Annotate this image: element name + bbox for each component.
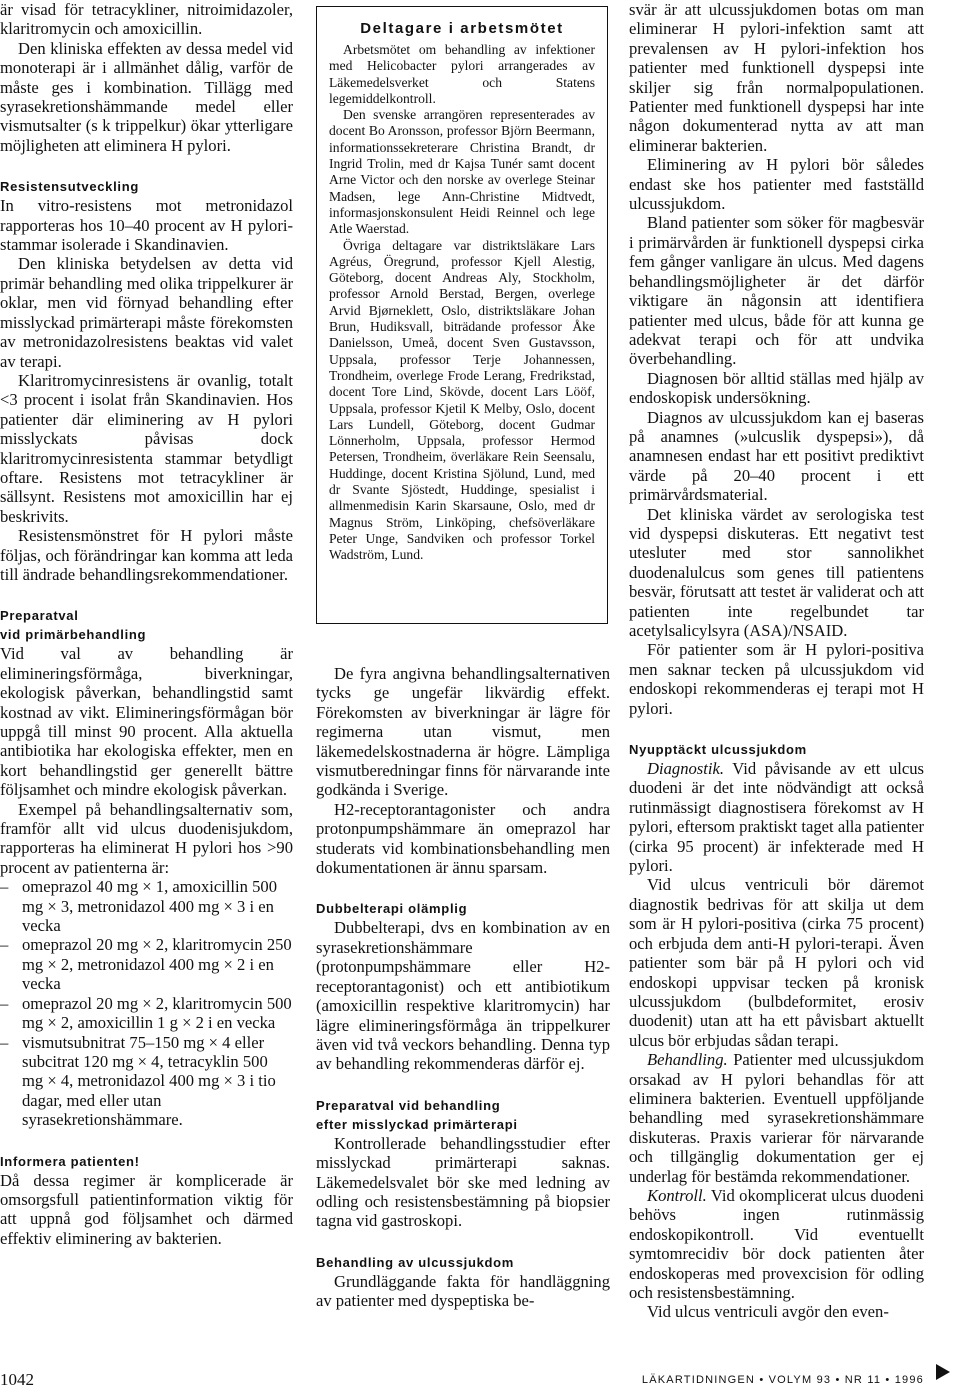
paragraph: Grundläggande fakta för handläggning av patienter med dyspeptiska be- [316,1271,610,1311]
paragraph: De fyra angivna behandlingsalternativen tycks ge ungefär likvärdig effekt. Förekomsten av biverkningar är lägre för regimerna utan vismut, men läkemedelskostnaderna är högre. Lämpliga vismutberedningar finns för närvarande inte godkända i Sverige. [316,664,610,800]
box-paragraph: Den svenske arrangören representerades av docent Bo Aronsson, professor Björn Beermann, informationssekreterare Christina Brandt, dr Ingrid Trolin, med dr Kajsa Tunér samt docent Arne Victor och den norske av overlege Steinar Madsen, lege Ann-Christine Midtvedt, informasjonskonsulent Heidi Reinnel och lege Atle Waerstad. [329,107,595,237]
list-item: – vismutsubnitrat 75–150 mg × 4 eller subcitrat 120 mg × 4, tetracyklin 500 mg × 4, metronidazol 400 mg × 3 i tio dagar, med eller utan syrasekretionshämmare. [0,1033,293,1130]
paragraph: är visad för tetracykliner, nitroimidazoler, klaritromycin och amoxicillin. [0,0,293,39]
paragraph: Den kliniska betydelsen av detta vid primär behandling med olika trippelkurer är oklar, men vid förnyad behandling efter misslyckad primärterapi måste förekomsten av metronidazolresistens beaktas vid valet av terapi. [0,254,293,371]
section-heading-nyupptackt: Nyupptäckt ulcussjukdom [629,742,807,758]
list-item: – omeprazol 40 mg × 1, amoxicillin 500 mg × 3, metronidazol 400 mg × 3 i en vecka [0,877,293,935]
page-number: 1042 [0,1370,34,1389]
paragraph: Diagnostik. Vid påvisande av ett ulcus duodeni är det inte nödvändigt att också rutinmässigt diagnostisera förekomst av H pylori, eftersom praktiskt taget alla patienter (cirka 95 procent) är infekterade med H pylori. [629,759,924,876]
list-item: – omeprazol 20 mg × 2, klaritromycin 500 mg × 2, amoxicillin 1 g × 2 i en vecka [0,994,293,1033]
paragraph: Diagnos av ulcussjukdom kan ej baseras på anamnes (»ulcuslik dyspepsi»), då anamnesen endast har ett positivt prediktivt värde på 20–40 procent i ett primärvårdsmaterial. [629,407,924,505]
paragraph: Kontroll. Vid okomplicerat ulcus duodeni behövs ingen rutinmässig endoskopikontroll. Vid eventuellt symtomrecidiv bör dock patienten åter endoskoperas med provexcision för odling och resistensbestämning. [629,1185,925,1302]
paragraph: H2-receptorantagonister och andra protonpumpshämmare än omeprazol har studerats vid kombinationsbehandling men dokumentationen är ännu sparsam. [316,799,610,878]
box-paragraph: Övriga deltagare var distriktsläkare Lars Agréus, Öregrund, professor Kjell Alestig, Göteborg, docent Andreas Aly, Stockholm, professor Arnold Berstad, Bergen, overlege Arvid Bjørneklett, Oslo, distriktsläkare Johan Brun, Hudiksvall, biträdande professor Åke Danielsson, Umeå, docent Sven Gustavsson, Uppsala, professor Terje Johannessen, Trondheim, overlege Frode Lerang, Fredrikstad, docent Tore Lind, Skövde, docent Lars Lööf, Uppsala, professor Kjetil K Melby, Oslo, docent Lars Lundell, Göteborg, docent Gudmar Lönnerholm, Uppsala, professor Hermod Petersen, Trondheim, överläkare Rein Seensalu, Huddinge, docent Kristina Sjölund, Lund, med dr Svante Sjöstedt, Huddinge, spesialist i allmenmedisin Karin Skarsaune, Oslo, med dr Magnus Ström, Linköping, chefsöverläkare Peter Unge, Sandviken och professor Torkel Wadström, Lund. [329,237,595,563]
column-3 [629,0,924,1322]
paragraph: Den kliniska effekten av dessa medel vid monoterapi är i allmänhet dålig, varför de måste ges i kombination. Tillägg med syrasekretionshämmande medel eller vismutsalter (s k trippelkur) ökar ytterligare möjligheten att eliminera H pylori. [0,38,293,155]
paragraph: Vid val av behandling är elimineringsförmåga, biverkningar, ekologisk påverkan, behandlingstid samt kostnad av vikt. Elimineringsförmågan bör uppgå till minst 90 procent. Alla aktuella antibiotika har ekologiska effekter, men en kort behandlingstid ger generellt bättre följsamhet och mindre ekologisk påverkan. [0,644,293,800]
column-2 [316,664,610,1311]
box-title: Deltagare i arbetsmötet [360,20,564,37]
paragraph: Vid ulcus ventriculi avgör den even- [647,1302,889,1322]
participants-box [316,6,608,624]
paragraph: Dubbelterapi, dvs en kombination av en syrasekretionshämmare (protonpumpshämmare eller H2-receptorantagonist) och ett antibiotikum (amoxicillin respektive klaritromycin) har lägre elimineringsförmåga än trippelkurer även vid två veckors behandling. Denna typ av behandling rekommenderas därför ej. [316,918,610,1074]
list-item: – omeprazol 20 mg × 2, klaritromycin 250 mg × 2, metronidazol 400 mg × 2 i en vecka [0,935,293,993]
section-heading-dubbelterapi: Dubbelterapi olämplig [316,901,468,917]
paragraph: Det kliniska värdet av serologiska test vid dyspepsi diskuteras. Ett negativt test utesluter med stor sannolikhet duodenalulcus som genes till patientens besvär, förutsatt att testet är validerat och att patienten inte regelbundet tar acetylsalicylsyra (ASA)/NSAID. [629,504,924,640]
paragraph: Exempel på behandlingsalternativ som, framför allt vid ulcus duodenisjukdom, rapporteras ha eliminerat H pylori hos >90 procent av patienterna är: [0,799,293,877]
paragraph: Eliminering av H pylori bör således endast ske hos patienter med fastställd ulcussjukdom. [629,155,924,214]
paragraph: In vitro-resistens mot metronidazol rapporteras hos 10–40 procent av H pylori-stammar isolerade i Skandinavien. [0,196,293,255]
box-paragraph: Arbetsmötet om behandling av infektioner med Helicobacter pylori arrangerades av Läkemedelsverket och Statens legemiddelkontroll. [329,42,595,106]
continue-arrow-icon [936,1364,950,1380]
section-heading-resistens: Resistensutveckling [0,179,140,195]
paragraph: Då dessa regimer är komplicerade är omsorgsfull patientinformation viktig för att uppnå god följsamhet och därmed effektiv eliminering av bakterien. [0,1170,293,1248]
column-1 [0,0,293,1248]
dosage-list [0,877,293,1129]
paragraph: Bland patienter som söker för magbesvär i primärvården är funktionell dyspepsi cirka fem gånger vanligare än ulcus. Med dagens behandlingsmöjligheter är det därför viktigare än någonsin att identifiera patienter med ulcus, både för att kunna ge adekvat terapi och för att undvika överbehandling. [629,213,924,369]
paragraph: Diagnosen bör alltid ställas med hjälp av endoskopisk undersökning. [629,368,924,408]
section-heading-informera: Informera patienten! [0,1153,140,1169]
paragraph: Vid ulcus ventriculi bör däremot diagnostik bedrivas för att skilja ut dem som är H pylori-positiva (cirka 75 procent) och erbjuda dem anti-H pylori-terapi. Även patienter som bär på H pylori och vid endoskopi uppvisar tecken på kronisk ulcussjukdom (bulbdeformitet, erosiv duodenit) utan att ha ett påvisbart aktuellt ulcus bör erbjudas sådan terapi. [629,875,924,1050]
section-heading-preparatval: Preparatval vid primärbehandling [0,608,147,643]
paragraph: För patienter som är H pylori-positiva men saknar tecken på ulcussjukdom vid endoskopi rekommenderas ej terapi mot H pylori. [629,640,924,718]
section-heading-ulcus: Behandling av ulcussjukdom [316,1254,515,1270]
paragraph: Kontrollerade behandlingsstudier efter misslyckad primärterapi saknas. Läkemedelsvalet bör ske med ledning av odling och resistensbestämning på biopsier tagna vid gastroskopi. [316,1133,610,1231]
paragraph: Klaritromycinresistens är ovanlig, totalt <3 procent i isolat från Skandinavien. Hos patienter där eliminering av H pylori misslyckats påvisas dock klaritromycinresistenta stammar betydligt oftare. Resistens mot tetracykliner är sällsynt. Resistens mot amoxicillin har ej beskrivits. [0,370,293,526]
section-heading-preparatval-efter: Preparatval vid behandling efter misslyckad primärterapi [316,1097,518,1132]
journal-footer: LÄKARTIDNINGEN • VOLYM 93 • NR 11 • 1996 [641,1374,924,1386]
paragraph: Behandling. Patienter med ulcussjukdom orsakad av H pylori behandlas för att eliminera bakterien. Eventuell uppföljande behandling med syrasekretionshämmare diskuteras. Praxis varierar för närvarande och tillgänglig dokumentation ger ej underlag för bestämda rekommendationer. [629,1050,924,1186]
paragraph: Resistensmönstret för H pylori måste följas, och förändringar kan komma att leda till ändrade behandlingsrekommendationer. [0,526,293,584]
paragraph: svär är att ulcussjukdomen botas om man eliminerar H pylori-infektion samt att prevalensen av H pylori-infektion hos patienter med funktionell dyspepsi inte skiljer sig från normalpopulationen. Patienter med funktionell dyspepsi har inte någon dokumenterad nytta av att man eliminerar bakterien. [629,0,924,155]
